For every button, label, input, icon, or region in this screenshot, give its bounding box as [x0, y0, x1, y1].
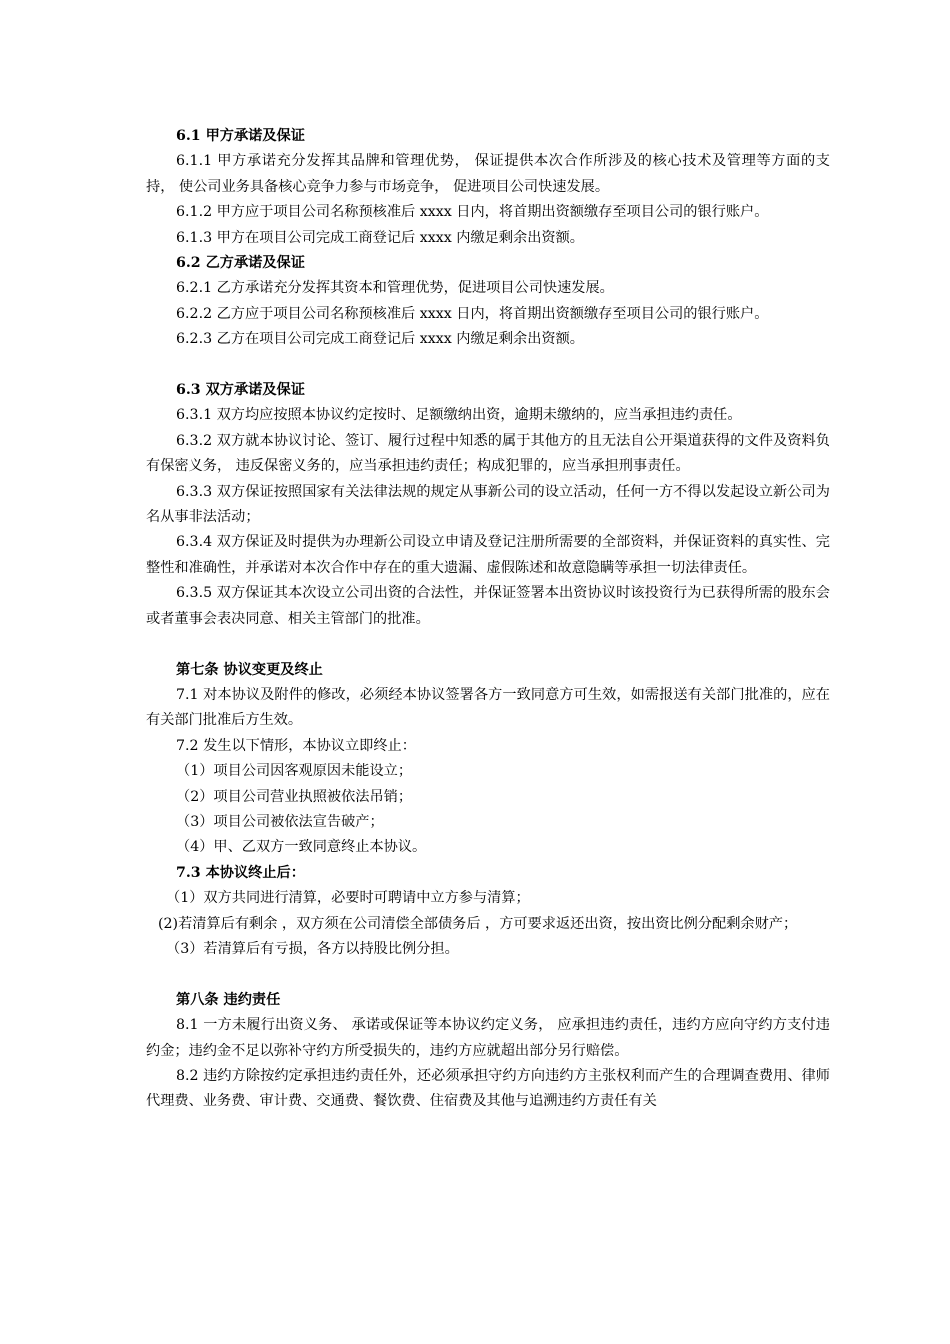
clause-6-2-3: 6.2.3 乙方在项目公司完成工商登记后 xxxx 内缴足剩余出资额。: [176, 331, 584, 348]
spacer: [146, 962, 830, 987]
article-7-heading: 第七条 协议变更及终止: [176, 661, 323, 678]
clause-6-3-2: 6.3.2 双方就本协议讨论、签订、履行过程中知悉的属于其他方的且无法自公开渠道获得的文件及资料负有保密义务， 违反保密义务的，应当承担违约责任；构成犯罪的，应当承担刑事责任。: [146, 432, 830, 475]
termination-item: (2)若清算后有剩余 ，双方须在公司清偿全部债务后 ，方可要求返还出资，按出资比例分配剩余财产；: [158, 915, 798, 932]
spacer: [146, 353, 830, 378]
list-item: （3）项目公司被依法宣告破产；: [176, 813, 384, 830]
clause-8-2: 8.2 违约方除按约定承担违约责任外，还必须承担守约方向违约方主张权利而产生的合理调查费用、律师代理费、业务费、审计费、交通费、餐饮费、住宿费及其他与追溯违约方责任有关: [146, 1067, 830, 1110]
clause-6-3-1: 6.3.1 双方均应按照本协议约定按时、足额缴纳出资，逾期未缴纳的，应当承担违约责任。: [176, 407, 742, 424]
clause-6-1-1: 6.1.1 甲方承诺充分发挥其品牌和管理优势， 保证提供本次合作所涉及的核心技术及管理等方面的支持， 使公司业务具备核心竞争力参与市场竞争， 促进项目公司快速发展。: [146, 153, 830, 195]
clause-7-3-heading: 7.3 本协议终止后：: [176, 864, 305, 881]
section-heading-6-3: 6.3 双方承诺及保证: [176, 382, 305, 399]
clause-6-3-3: 6.3.3 双方保证按照国家有关法律法规的规定从事新公司的设立活动，任何一方不得以发起设立新公司为名从事非法活动；: [146, 483, 830, 526]
clause-6-2-1: 6.2.1 乙方承诺充分发挥其资本和管理优势，促进项目公司快速发展。: [176, 280, 614, 297]
document-body: [146, 124, 830, 1115]
clause-6-2-2: 6.2.2 乙方应于项目公司名称预核准后 xxxx 日内，将首期出资额缴存至项目公司的银行账户。: [176, 305, 769, 322]
list-item: （2）项目公司营业执照被依法吊销；: [176, 788, 413, 805]
clause-7-2: 7.2 发生以下情形，本协议立即终止：: [176, 737, 416, 754]
clause-6-3-5: 6.3.5 双方保证其本次设立公司出资的合法性，并保证签署本出资协议时该投资行为已获得所需的股东会或者董事会表决同意、相关主管部门的批准。: [146, 585, 830, 627]
spacer: [146, 632, 830, 657]
list-item: （4）甲、乙双方一致同意终止本协议。: [176, 839, 427, 856]
termination-item: （1）双方共同进行清算，必要时可聘请中立方参与清算；: [166, 890, 530, 907]
clause-7-1: 7.1 对本协议及附件的修改，必须经本协议签署各方一致同意方可生效，如需报送有关部门批准的，应在有关部门批准后方生效。: [146, 686, 830, 729]
clause-6-3-4: 6.3.4 双方保证及时提供为办理新公司设立申请及登记注册所需要的全部资料，并保证资料的真实性、完整性和准确性，并承诺对本次合作中存在的重大遗漏、虚假陈述和故意隐瞒等承担一切法律责任。: [146, 534, 830, 576]
article-8-heading: 第八条 违约责任: [176, 991, 281, 1008]
section-heading-6-2: 6.2 乙方承诺及保证: [176, 255, 305, 272]
clause-6-1-2: 6.1.2 甲方应于项目公司名称预核准后 xxxx 日内，将首期出资额缴存至项目公司的银行账户。: [176, 204, 769, 221]
clause-8-1: 8.1 一方未履行出资义务、 承诺或保证等本协议约定义务， 应承担违约责任，违约方应向守约方支付违约金；违约金不足以弥补守约方所受损失的，违约方应就超出部分另行赔偿。: [146, 1017, 830, 1059]
list-item: （1）项目公司因客观原因未能设立；: [176, 763, 413, 780]
section-heading-6-1: 6.1 甲方承诺及保证: [176, 128, 305, 144]
termination-item: （3）若清算后有亏损，各方以持股比例分担。: [166, 940, 459, 957]
clause-6-1-3: 6.1.3 甲方在项目公司完成工商登记后 xxxx 内缴足剩余出资额。: [176, 229, 584, 246]
